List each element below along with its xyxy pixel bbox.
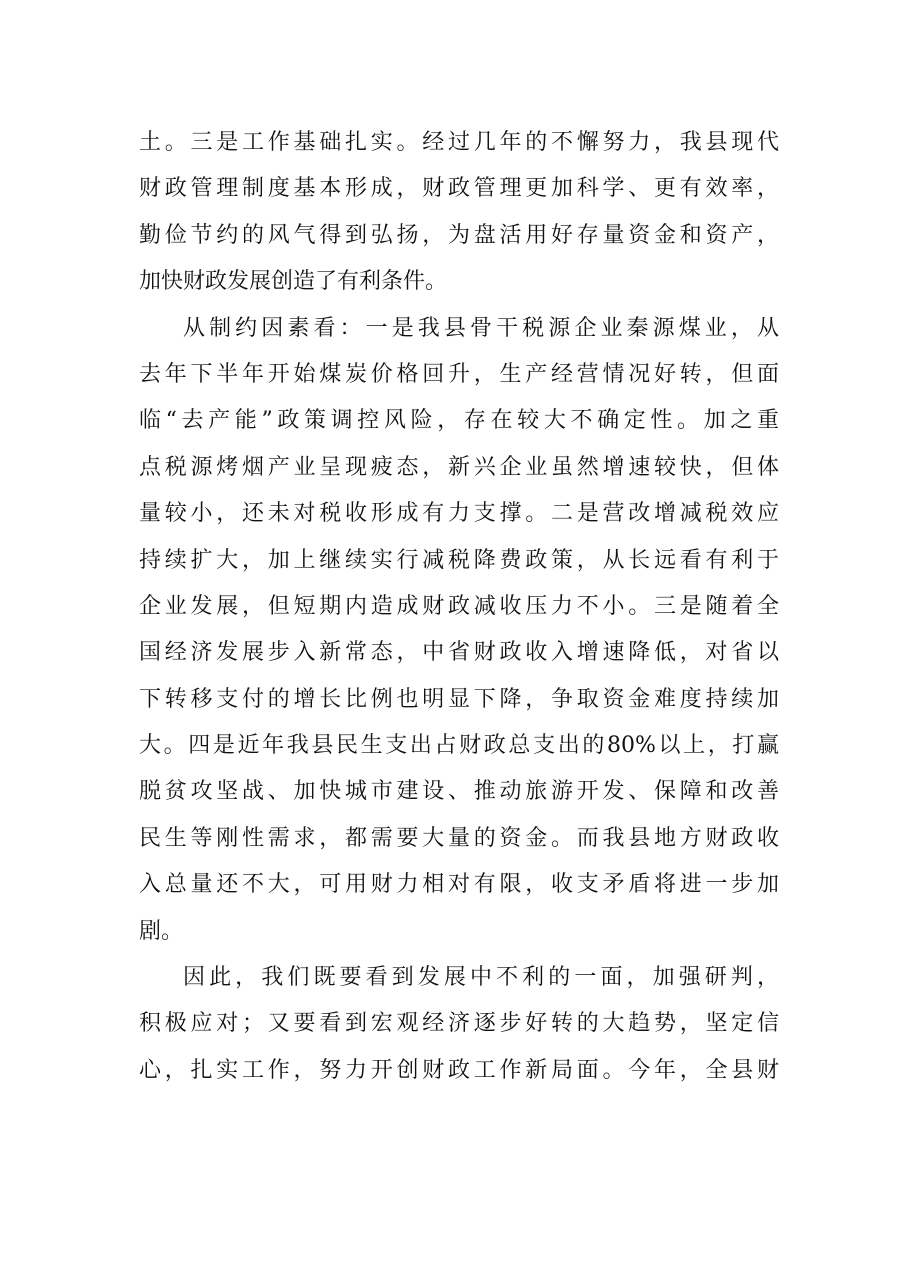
paragraph-first-line: 从制约因素看：一是我县骨干税源企业秦源煤业，从 [183, 315, 779, 341]
text-line: 临“去产能”政策调控风险，存在较大不确定性。加之重 [139, 408, 779, 434]
text-line: 点税源烤烟产业呈现疲态，新兴企业虽然增速较快，但体 [139, 454, 779, 480]
text-line: 加快财政发展创造了有利条件。 [139, 269, 448, 295]
text-line: 财政管理制度基本形成，财政管理更加科学、更有效率， [139, 176, 779, 202]
text-line: 勤俭节约的风气得到弘扬，为盘活用好存量资金和资产， [139, 222, 779, 248]
text-line: 民生等刚性需求，都需要大量的资金。而我县地方财政收 [139, 825, 779, 851]
text-line: 积极应对；又要看到宏观经济逐步好转的大趋势，坚定信 [139, 1011, 779, 1037]
text-line: 企业发展，但短期内造成财政减收压力不小。三是随着全 [139, 593, 779, 619]
text-line: 量较小，还未对税收形成有力支撑。二是营改增减税效应 [139, 501, 779, 527]
paragraph-first-line: 因此，我们既要看到发展中不利的一面，加强研判， [183, 965, 779, 991]
text-line: 剧。 [139, 918, 184, 944]
document-body [139, 120, 779, 1094]
text-line: 国经济发展步入新常态，中省财政收入增速降低，对省以 [139, 640, 779, 666]
text-line: 脱贫攻坚战、加快城市建设、推动旅游开发、保障和改善 [139, 779, 779, 805]
text-line: 土。三是工作基础扎实。经过几年的不懈努力，我县现代 [139, 130, 779, 155]
text-line: 下转移支付的增长比例也明显下降，争取资金难度持续加 [139, 686, 779, 712]
text-line: 去年下半年开始煤炭价格回升，生产经营情况好转，但面 [139, 361, 779, 387]
text-line: 入总量还不大，可用财力相对有限，收支矛盾将进一步加 [139, 872, 779, 898]
text-line: 大。四是近年我县民生支出占财政总支出的80%以上，打赢 [139, 733, 779, 759]
text-line: 持续扩大，加上继续实行减税降费政策，从长远看有利于 [139, 547, 779, 573]
text-line: 心，扎实工作，努力开创财政工作新局面。今年，全县财 [139, 1057, 779, 1083]
